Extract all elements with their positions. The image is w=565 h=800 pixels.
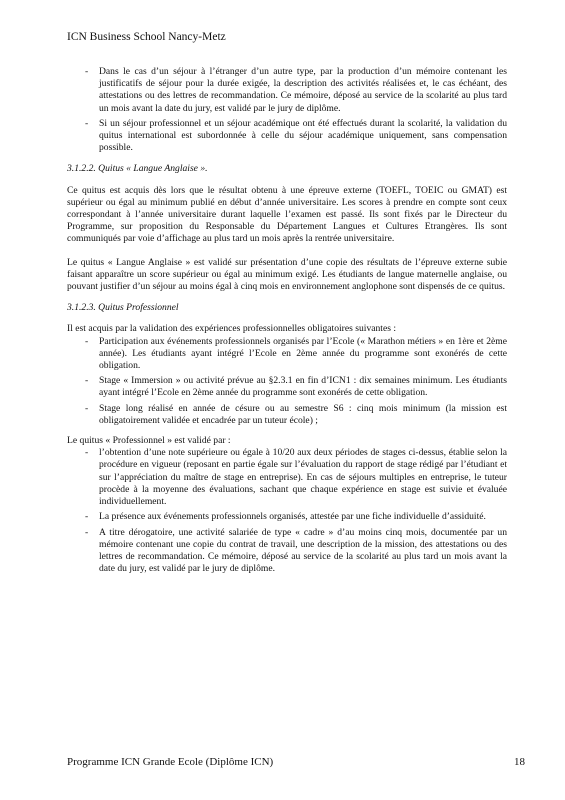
page-number: 18 bbox=[514, 756, 525, 768]
footer-program: Programme ICN Grande Ecole (Diplôme ICN) bbox=[67, 756, 274, 768]
document-body bbox=[67, 66, 507, 578]
validation-list bbox=[67, 447, 507, 575]
list-item: - Si un séjour professionnel et un séjour académique ont été effectués durant la scolarité, la validation du quitus international est subordonnée à celle du séjour académique uniquement, sans compensation possible. bbox=[85, 117, 507, 154]
list-item: - A titre dérogatoire, une activité salariée de type « cadre » d’au moins cinq mois, documentée par un mémoire contenant une copie du contrat de travail, une description de la mission, des attestations ou des lettres de recommandation. Ce mémoire, déposé au service de la scolarité au plus tard un mois avant la date du jury, est validé par le jury de diplôme. bbox=[85, 526, 507, 575]
experience-list bbox=[67, 336, 507, 427]
list-item: - l’obtention d’une note supérieure ou égale à 10/20 aux deux périodes de stages ci-dessus, établie selon la procédure en vigueur (reposant en partie égale sur l’évaluation du rapport de stage rédigé par l’étudiant et sur l’appréciation du maître de stage en entreprise). En cas de séjours multiples en entreprise, le tuteur procède à la moyenne des évaluations, sachant que chaque expérience en stage est suivie et évaluée individuellement. bbox=[85, 447, 507, 508]
dash-bullet: - bbox=[85, 402, 89, 414]
paragraph: Le quitus « Langue Anglaise » est validé sur présentation d’une copie des résultats de l’épreuve externe subie faisant apparaître un score supérieur ou égal au minimum exigé. Les étudiants de langue maternelle anglaise, ou pouvant justifier d’un séjour au moins égal à cinq mois en environnement anglophone sont dispensés de ce quitus. bbox=[67, 256, 507, 293]
paragraph: Le quitus « Professionnel » est validé par : bbox=[67, 435, 231, 447]
page-header: ICN Business School Nancy-Metz bbox=[67, 31, 226, 43]
list-item: - Dans le cas d’un séjour à l’étranger d’un autre type, par la production d’un mémoire contenant les justificatifs de séjour pour la durée exigée, la description des activités réalisées et, le cas échéant, des attestations ou des lettres de recommandation. Ce mémoire, déposé au service de la scolarité au plus tard un mois avant la date du jury, est validé par le jury de diplôme. bbox=[85, 66, 507, 114]
paragraph: Ce quitus est acquis dès lors que le résultat obtenu à une épreuve externe (TOEFL, TOEIC ou GMAT) est supérieur ou égal au minimum publié en début d’année universitaire. Les scores à prendre en compte sont ceux correspondant à l’année universitaire durant laquelle l’examen est passé. Ils sont fixés par le Directeur du Programme, sur proposition du Responsable du Département Langues et Cultures Etrangères. Ils sont communiqués par voie d’affichage au plus tard un mois après la rentrée universitaire. bbox=[67, 184, 507, 245]
section-heading-quitus-professionnel: 3.1.2.3. Quitus Professionnel bbox=[67, 302, 179, 314]
list-item: - Stage long réalisé en année de césure ou au semestre S6 : cinq mois minimum (la mission est obligatoirement validée et encadrée par un tuteur école) ; bbox=[85, 402, 507, 426]
section-heading-langue-anglaise: 3.1.2.2. Quitus « Langue Anglaise ». bbox=[67, 163, 208, 175]
dash-bullet: - bbox=[85, 511, 89, 523]
dash-bullet: - bbox=[85, 117, 89, 129]
list-item: - Stage « Immersion » ou activité prévue au §2.3.1 en fin d’ICN1 : dix semaines minimum. Les étudiants ayant intégré l’Ecole en 2ème année du programme sont exonérés de cette obligation. bbox=[85, 375, 507, 399]
dash-bullet: - bbox=[85, 66, 89, 77]
paragraph: Il est acquis par la validation des expériences professionnelles obligatoires suivantes : bbox=[67, 323, 397, 335]
dash-bullet: - bbox=[85, 526, 89, 538]
dash-bullet: - bbox=[85, 375, 89, 387]
list-item: - Participation aux événements professionnels organisés par l’Ecole (« Marathon métiers » en 1ère et 2ème année). Les étudiants ayant intégré l’Ecole en 2ème année du programme sont exonérés de cette obligation. bbox=[85, 335, 507, 372]
intro-list bbox=[67, 66, 507, 154]
list-item: - La présence aux événements professionnels organisés, attestée par une fiche individuelle d’assiduité. bbox=[85, 511, 486, 523]
dash-bullet: - bbox=[85, 447, 89, 459]
dash-bullet: - bbox=[85, 335, 89, 347]
